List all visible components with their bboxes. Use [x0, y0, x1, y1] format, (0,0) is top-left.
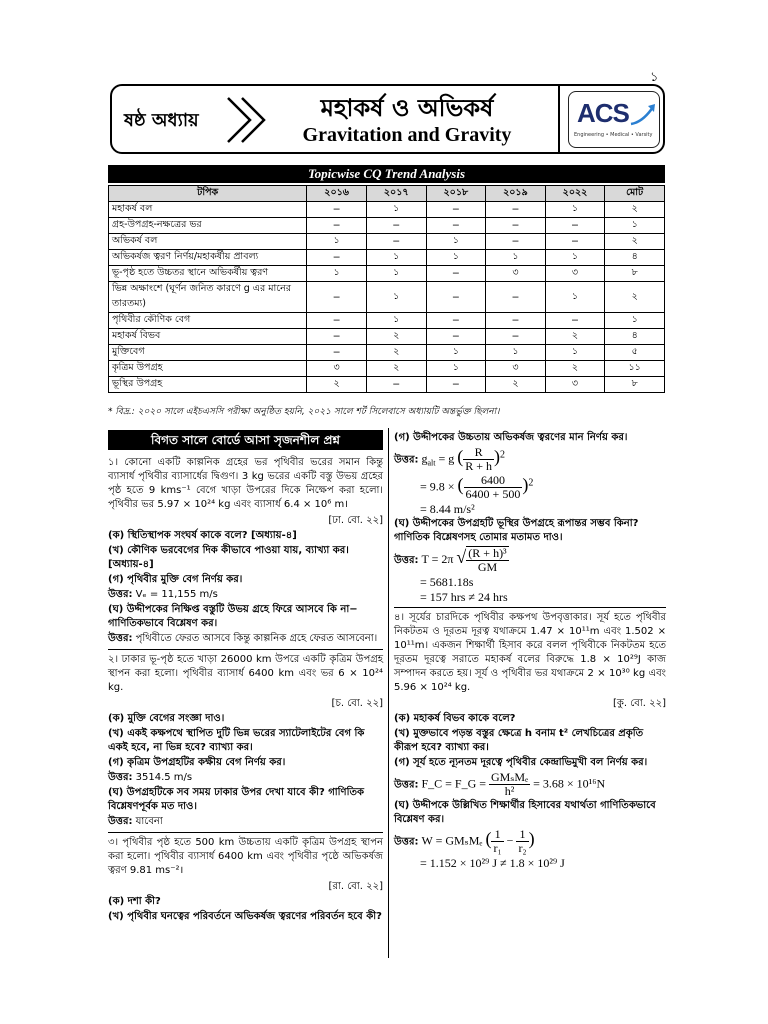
- trend-table: [108, 185, 665, 393]
- trend-count-cell: −: [426, 218, 486, 234]
- trend-topic-cell: কৃত্রিম উপগ্রহ: [109, 361, 307, 377]
- trend-row: [109, 202, 665, 218]
- trend-count-cell: ৪: [605, 250, 665, 266]
- q2-d: (ঘ) উপগ্রহটিকে সব সময় ঢাকার উপর দেখা যাবে কী? গাণিতিক বিশ্লেষণপূর্বক মত দাও।: [108, 787, 364, 812]
- trend-topic-cell: অভিকর্ষজ ত্বরণ নির্ণয়/মহাকর্ষীয় প্রাবল্য: [109, 250, 307, 266]
- col-header: মোট: [605, 186, 665, 202]
- trend-row: [109, 282, 665, 313]
- trend-topic-cell: গ্রহ-উপগ্রহ-নক্ষত্রের ভর: [109, 218, 307, 234]
- trend-count-cell: −: [366, 234, 426, 250]
- trend-count-cell: −: [307, 329, 367, 345]
- section-title: বিগত সালে বোর্ডে আসা সৃজনশীল প্রশ্ন: [108, 430, 383, 450]
- q1-d: (ঘ) উদ্দীপকের নিক্ষিপ্ত বস্তুটি উভয় গ্রহে ফিরে আসবে কি না− গাণিতিকভাবে বিশ্লেষণ কর।: [108, 604, 358, 629]
- trend-count-cell: −: [486, 329, 546, 345]
- trend-count-cell: ২: [366, 361, 426, 377]
- acs-logo: [568, 91, 660, 148]
- trend-count-cell: ১: [426, 250, 486, 266]
- trend-count-cell: ৩: [545, 266, 605, 282]
- chevron-right-icon: [220, 92, 278, 148]
- q4-source: [কু. বো. ২২]: [612, 698, 666, 709]
- trend-count-cell: ১: [545, 345, 605, 361]
- q1-a: (ক) স্থিতিস্থাপক সংঘর্ষ কাকে বলে? [অধ্যায়-৪]: [108, 530, 297, 541]
- trend-count-cell: ১: [605, 218, 665, 234]
- trend-count-cell: ১: [545, 250, 605, 266]
- q4-d-answer-result: = 1.152 × 10²⁹ J ≠ 1.8 × 10²⁹ J: [420, 856, 565, 870]
- trend-count-cell: −: [486, 282, 546, 313]
- trend-count-cell: ১: [426, 361, 486, 377]
- col-header: ২০১৮: [426, 186, 486, 202]
- trend-topic-cell: মুক্তিবেগ: [109, 345, 307, 361]
- trend-count-cell: ২: [366, 345, 426, 361]
- page-number: ১: [650, 70, 659, 85]
- trend-header-row: [109, 186, 665, 202]
- q4-d-answer: উত্তর: W = GMₛMₑ ( $\frac{1}{\text{r₁}}$ − $\frac{1}{\text{r₂}}$ ): [394, 827, 535, 855]
- trend-count-cell: ২: [366, 329, 426, 345]
- trend-count-cell: −: [486, 234, 546, 250]
- trend-count-cell: ২: [605, 202, 665, 218]
- logo-text: ACS: [577, 98, 629, 128]
- trend-count-cell: −: [307, 250, 367, 266]
- q3-stem: ৩। পৃথিবীর পৃষ্ঠ হতে 500 km উচ্চতায় একটি কৃত্রিম উপগ্রহ স্থাপন করা হলো। পৃথিবীর ব্যাসার্ধ 6400 km এবং পৃথিবীর পৃষ্ঠে অভিকর্ষজ ত্বরণ 9.81 ms⁻²।: [108, 837, 383, 876]
- trend-count-cell: ৩: [486, 361, 546, 377]
- trend-count-cell: ৮: [605, 377, 665, 393]
- right-column: [394, 430, 666, 871]
- trend-count-cell: ১: [366, 202, 426, 218]
- q1-source: [ঢা. বো. ২২]: [328, 515, 383, 526]
- trend-topic-cell: মহাকর্ষ বিভব: [109, 329, 307, 345]
- arrow-up-right-icon: [629, 102, 657, 128]
- q1-c-answer: উত্তর: Vₑ = 11,155 m/s: [108, 589, 218, 600]
- column-divider: [388, 428, 389, 958]
- trend-count-cell: −: [486, 313, 546, 329]
- trend-count-cell: ১: [545, 202, 605, 218]
- trend-count-cell: −: [307, 345, 367, 361]
- trend-count-cell: ১: [366, 313, 426, 329]
- chapter-title-bn: মহাকর্ষ ও অভিকর্ষ: [320, 94, 494, 122]
- trend-count-cell: ২: [307, 377, 367, 393]
- header-divider: [558, 86, 560, 152]
- trend-count-cell: −: [545, 234, 605, 250]
- trend-count-cell: ৮: [605, 266, 665, 282]
- trend-count-cell: ১: [486, 345, 546, 361]
- trend-count-cell: ১: [366, 282, 426, 313]
- trend-row: [109, 345, 665, 361]
- trend-count-cell: ২: [545, 329, 605, 345]
- trend-count-cell: −: [366, 377, 426, 393]
- trend-count-cell: −: [486, 202, 546, 218]
- trend-count-cell: −: [545, 313, 605, 329]
- q4-c-answer: উত্তর: F_C = F_G = $\frac{\text{GMₛMₑ}}{\text{h²}}$ = 3.68 × 10¹⁶N: [394, 770, 606, 798]
- q2-source: [চ. বো. ২২]: [331, 698, 383, 709]
- q3-d-answer-eq1: উত্তর: T = 2π √ $\frac{\text{(R + h)³}}{GM}$: [394, 546, 507, 574]
- col-header: টপিক: [109, 186, 307, 202]
- chapter-label: ষষ্ঠ অধ্যায়: [124, 110, 199, 131]
- q4-b: (খ) মুক্তভাবে পড়ন্ত বস্তুর ক্ষেত্রে h বনাম t² লেখচিত্রের প্রকৃতি কীরূপ হবে? ব্যাখ্যা কর।: [394, 728, 644, 753]
- trend-count-cell: ৪: [605, 329, 665, 345]
- trend-count-cell: −: [426, 377, 486, 393]
- trend-count-cell: ১১: [605, 361, 665, 377]
- trend-count-cell: ১: [307, 234, 367, 250]
- trend-row: [109, 218, 665, 234]
- trend-count-cell: ১: [426, 234, 486, 250]
- trend-count-cell: −: [486, 218, 546, 234]
- trend-count-cell: ৩: [486, 266, 546, 282]
- trend-row: [109, 266, 665, 282]
- trend-count-cell: ৩: [545, 377, 605, 393]
- trend-title: Topicwise CQ Trend Analysis: [108, 165, 665, 183]
- q3-source: [রা. বো. ২২]: [328, 881, 383, 892]
- chapter-title-en: Gravitation and Gravity: [302, 124, 512, 146]
- q2-c: (গ) কৃত্রিম উপগ্রহটির কক্ষীয় বেগ নির্ণয় কর।: [108, 757, 286, 768]
- q1-d-answer: উত্তর: পৃথিবীতে ফেরত আসবে কিন্তু কাল্পনিক গ্রহে ফেরত আসবেনা।: [108, 633, 378, 644]
- q2-c-answer: উত্তর: 3514.5 m/s: [108, 772, 193, 783]
- col-header: ২০২২: [545, 186, 605, 202]
- trend-count-cell: ৩: [307, 361, 367, 377]
- trend-count-cell: ১: [366, 266, 426, 282]
- q3-d-answer-eq3: = 157 hrs ≠ 24 hrs: [420, 590, 508, 604]
- q3-a: (ক) দশা কী?: [108, 896, 161, 907]
- q4-d: (ঘ) উদ্দীপকে উল্লিখিত শিক্ষার্থীর হিসাবের যথার্থতা গাণিতিকভাবে বিশ্লেষণ কর।: [394, 800, 656, 825]
- trend-count-cell: ১: [307, 266, 367, 282]
- q2-d-answer: উত্তর: যাবেনা: [108, 816, 163, 827]
- trend-count-cell: −: [366, 218, 426, 234]
- trend-count-cell: −: [426, 202, 486, 218]
- q1-b: (খ) কৌণিক ভরবেগের দিক কীভাবে পাওয়া যায়, ব্যাখ্যা কর। [অধ্যায়-৪]: [108, 545, 349, 570]
- logo-subtitle: Engineering • Medical • Varsity: [574, 132, 653, 138]
- trend-topic-cell: মহাকর্ষ বল: [109, 202, 307, 218]
- trend-topic-cell: ভিন্ন অক্ষাংশে (ঘূর্ণন জনিত কারণে g এর মানের তারতম্য): [109, 282, 307, 313]
- col-header: ২০১৭: [366, 186, 426, 202]
- trend-count-cell: ২: [486, 377, 546, 393]
- trend-topic-cell: অভিকর্ষ বল: [109, 234, 307, 250]
- trend-topic-cell: ভূস্থির উপগ্রহ: [109, 377, 307, 393]
- q4-stem: ৪। সূর্যের চারদিকে পৃথিবীর কক্ষপথ উপবৃত্তাকার। সূর্য হতে পৃথিবীর নিকটতম ও দূরতম দূরত্ব যথাক্রমে 1.47 × 10¹¹m এবং 1.502 × 10¹¹m। একজন শিক্ষার্থী হিসাব করে বলল পৃথিবীকে নিকটতম হতে দূরতম দূরত্বে সরাতে মহাকর্ষ বলের বিরুদ্ধে 1.8 × 10²⁹J কাজ সম্পাদন করতে হয়। সূর্য ও পৃথিবীর ভর যথাক্রমে 2 × 10³⁰ kg এবং 5.96 × 10²⁴ kg.: [394, 612, 666, 693]
- trend-row: [109, 234, 665, 250]
- q3-c-answer-eq1: উত্তর: $g_{alt} = g$ ( $\frac{R}{R + h}$ )$^2$: [394, 445, 506, 473]
- chapter-header: [110, 84, 665, 154]
- trend-row: [109, 313, 665, 329]
- q1-stem: ১। কোনো একটি কাল্পনিক গ্রহের ভর পৃথিবীর ভরের সমান কিন্তু ব্যাসার্ধ পৃথিবীর ব্যাসার্ধের দ্বিগুণ। 3 kg ভরের একটি বস্তু উভয় গ্রহের পৃষ্ঠ হতে 9 kms⁻¹ বেগে খাড়া উপরের দিকে নিক্ষেপ করা হলো। পৃথিবীর ভর 5.97 × 10²⁴ kg এবং ব্যাসার্ধ 6.4 × 10⁶ m।: [108, 457, 383, 510]
- trend-count-cell: ১: [426, 345, 486, 361]
- q4-c: (গ) সূর্য হতে ন্যূনতম দূরত্বে পৃথিবীর কেন্দ্রাভিমুখী বল নির্ণয় কর।: [394, 757, 648, 768]
- trend-count-cell: −: [426, 313, 486, 329]
- q1-c: (গ) পৃথিবীর মুক্তি বেগ নির্ণয় কর।: [108, 574, 243, 585]
- trend-topic-cell: ভূ-পৃষ্ঠ হতে উচ্চতর স্থানে অভিকর্ষীয় ত্বরণ: [109, 266, 307, 282]
- trend-count-cell: ৫: [605, 345, 665, 361]
- trend-count-cell: ১: [486, 250, 546, 266]
- trend-count-cell: ২: [605, 234, 665, 250]
- trend-count-cell: ১: [366, 250, 426, 266]
- q3-d: (ঘ) উদ্দীপকের উপগ্রহটি ভূস্থির উপগ্রহে রূপান্তর সম্ভব কিনা? গাণিতিক বিশ্লেষণসহ তোমার মতামত দাও।: [394, 518, 639, 543]
- trend-count-cell: −: [426, 329, 486, 345]
- q2-b: (খ) একই কক্ষপথে স্থাপিত দুটি ভিন্ন ভরের স্যাটেলাইটের বেগ কি একই হবে, না ভিন্ন হবে? ব্যাখ্যা কর।: [108, 728, 365, 753]
- q2-a: (ক) মুক্তি বেগের সংজ্ঞা দাও।: [108, 713, 225, 724]
- trend-count-cell: ২: [545, 361, 605, 377]
- left-column: [108, 430, 383, 925]
- trend-count-cell: −: [426, 266, 486, 282]
- q3-c-answer-eq2: = 9.8 × ( $\frac{6400}{6400 + 500}$ )$^2$: [420, 473, 534, 501]
- trend-count-cell: −: [307, 202, 367, 218]
- trend-count-cell: −: [426, 282, 486, 313]
- trend-count-cell: ১: [545, 282, 605, 313]
- q3-b: (খ) পৃথিবীর ঘনত্বের পরিবর্তনে অভিকর্ষজ ত্বরণের পরিবর্তন হবে কী?: [108, 911, 382, 922]
- trend-count-cell: ১: [605, 313, 665, 329]
- trend-row: [109, 377, 665, 393]
- trend-count-cell: −: [307, 313, 367, 329]
- trend-count-cell: −: [307, 282, 367, 313]
- trend-count-cell: −: [545, 218, 605, 234]
- trend-count-cell: −: [307, 218, 367, 234]
- q3-c: (গ) উদ্দীপকের উচ্চতায় অভিকর্ষজ ত্বরণের মান নির্ণয় কর।: [394, 432, 628, 443]
- trend-count-cell: ২: [605, 282, 665, 313]
- q3-d-answer-eq2: = 5681.18s: [420, 575, 474, 589]
- trend-row: [109, 361, 665, 377]
- trend-row: [109, 250, 665, 266]
- q3-c-answer-eq3: = 8.44 m/s²: [420, 502, 475, 516]
- q2-stem: ২। ঢাকার ভূ-পৃষ্ঠ হতে খাড়া 26000 km উপরে একটি কৃত্রিম উপগ্রহ স্থাপন করা হলো। পৃথিবীর ব্যাসার্ধ 6400 km এবং ভর 6 × 10²⁴ kg.: [108, 654, 383, 693]
- col-header: ২০১৬: [307, 186, 367, 202]
- trend-row: [109, 329, 665, 345]
- footnote: * বিদ্র.: ২০২০ সালে এইচএসসি পরীক্ষা অনুষ্ঠিত হয়নি, ২০২১ সালে শর্ট সিলেবাসে অধ্যায়টি অন্তর্ভুক্ত ছিলনা।: [108, 407, 500, 417]
- col-header: ২০১৯: [486, 186, 546, 202]
- trend-topic-cell: পৃথিবীর কৌণিক বেগ: [109, 313, 307, 329]
- q4-a: (ক) মহাকর্ষ বিভব কাকে বলে?: [394, 713, 516, 724]
